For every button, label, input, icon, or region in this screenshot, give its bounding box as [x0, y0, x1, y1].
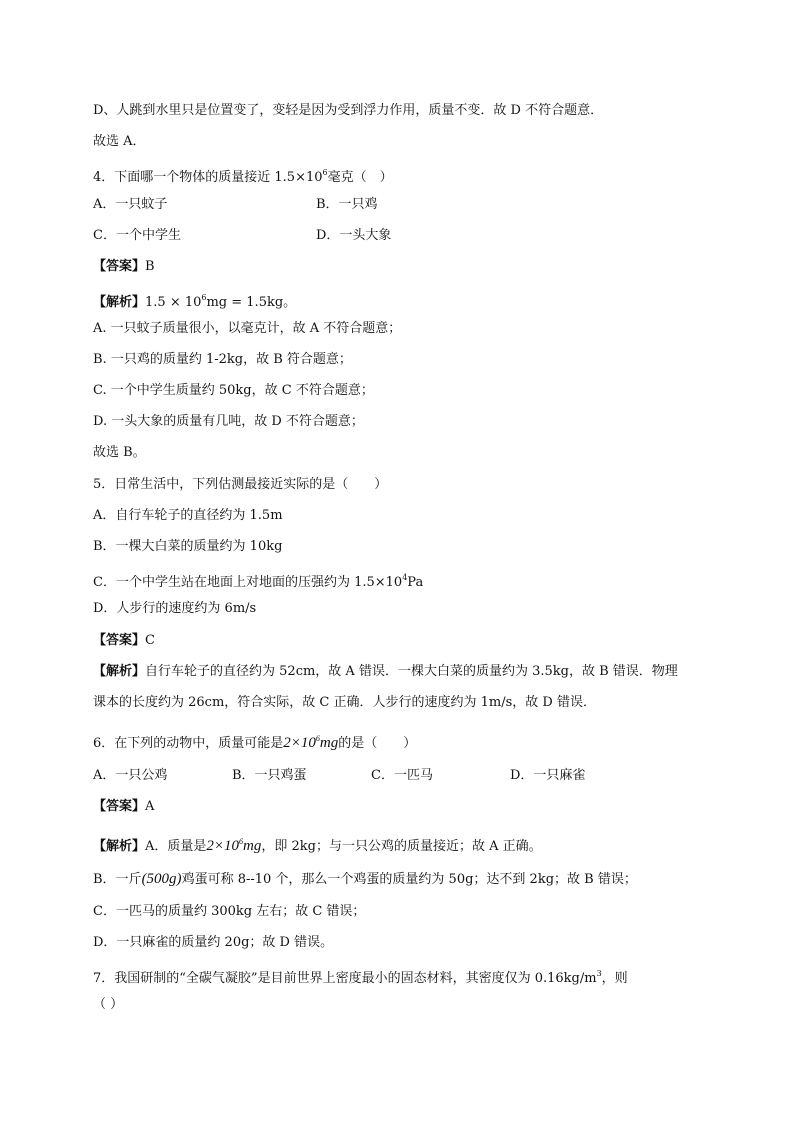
q4-answer: 【答案】B	[93, 259, 155, 274]
q6-option-a: A．一只公鸡	[93, 768, 168, 783]
question-4: 4．下面哪一个物体的质量接近 $1.5\times 10^6$毫克（ ）	[93, 168, 393, 185]
q6-explanation-c: C．一匹马的质量约 300kg 左右；故 C 错误；	[93, 904, 366, 919]
q6-option-d: D．一只麻雀	[510, 768, 586, 783]
q4-option-d: D．一头大象	[316, 228, 392, 243]
question-6: 6．在下列的动物中，质量可能是$2\times 10^6mg$的是（ ）	[93, 734, 417, 751]
q4-option-c: C．一个中学生	[93, 228, 181, 243]
q4-conclusion: 故选 B。	[93, 445, 146, 460]
q6-option-b: B．一只鸡蛋	[232, 768, 307, 783]
question-7-paren: （ ）	[93, 997, 124, 1012]
q5-explanation: 【解析】自行车轮子的直径约为 52cm，故 A 错误．一棵大白菜的质量约为 3.5kg，故 B 错误．物理	[93, 664, 678, 679]
q4-option-a: A．一只蚊子	[93, 197, 168, 212]
q4-explanation-c: C. 一个中学生质量约 50kg，故 C 不符合题意；	[93, 383, 374, 398]
q5-option-d: D．人步行的速度约为 6m/s	[93, 601, 257, 616]
q4-explanation: 【解析】$1.5 \times 10^6mg = 1.5kg$。	[93, 293, 297, 310]
q6-explanation-d: D．一只麻雀的质量约 20g；故 D 错误。	[93, 935, 334, 950]
q6-explanation-b: B．一斤(500g)鸡蛋可称 8--10 个，那么一个鸡蛋的质量约为 50g；达不到 2kg；故 B 错误；	[93, 871, 637, 887]
q6-option-c: C．一匹马	[371, 768, 433, 783]
q6-explanation-a: 【解析】A．质量是$2\times 10^6mg$，即 2kg；与一只公鸡的质量接近；故 A 正确。	[93, 837, 542, 854]
q5-option-b: B．一棵大白菜的质量约为 10kg	[93, 539, 283, 554]
q3-explanation-d: D、人跳到水里只是位置变了，变轻是因为受到浮力作用，质量不变．故 D 不符合题意．	[93, 103, 604, 118]
q4-explanation-b: B. 一只鸡的质量约 1-2kg，故 B 符合题意；	[93, 352, 352, 367]
q4-options-ab	[93, 196, 378, 214]
q4-explanation-d: D. 一头大象的质量有几吨，故 D 不符合题意；	[93, 414, 364, 429]
q5-answer: 【答案】C	[93, 633, 155, 648]
q4-option-b: B．一只鸡	[316, 197, 378, 212]
q3-conclusion: 故选 A．	[93, 134, 146, 149]
question-7: 7．我国研制的“全碳气凝胶”是目前世界上密度最小的固态材料，其密度仅为 $0.16kg/m^3$，则	[93, 969, 628, 986]
question-5: 5．日常生活中，下列估测最接近实际的是（ ）	[93, 477, 388, 492]
q6-answer: 【答案】A	[93, 799, 155, 814]
q5-option-a: A．自行车轮子的直径约为 1.5m	[93, 508, 283, 523]
q6-options	[93, 767, 585, 785]
q4-explanation-a: A. 一只蚊子质量很小，以毫克计，故 A 不符合题意；	[93, 321, 402, 336]
q5-explanation-cont: 课本的长度约为 26cm，符合实际，故 C 正确．人步行的速度约为 1m/s，故 D 错误．	[93, 695, 596, 710]
q5-option-c: C．一个中学生站在地面上对地面的压强约为 $1.5\times 10^4Pa$	[93, 573, 424, 590]
q4-options-cd	[93, 227, 391, 245]
